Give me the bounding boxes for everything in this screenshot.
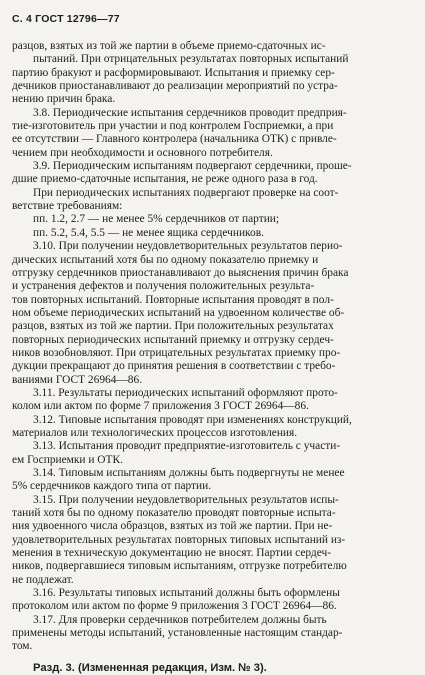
text-line: 3.10. При получении неудовлетворительных результатов перио- [33,240,343,253]
text-line: применены методы испытаний, установленные настоящим стандар- [12,627,343,640]
text-line: нению причин брака. [12,93,116,106]
text-line: ем Госприемки и ОТК. [12,453,123,466]
text-line: пытаний. При отрицательных результатах повторных испытаний [33,53,349,66]
text-line: При периодических испытаниях подвергают проверке на соот- [33,186,339,199]
page-header: С. 4 ГОСТ 12796—77 [12,13,120,25]
text-line: дшие приемо-сдаточные испытания, не реже одного раза в год. [12,173,318,186]
text-line: чением при необходимости и основного потребителя. [12,146,273,159]
document-body [12,40,407,675]
text-line: ников, подвергавшиеся типовым испытаниям, отгрузке потребителю [12,560,347,573]
text-line: тие-изготовитель при участии и под контролем Госприемки, а при [12,120,334,133]
text-line: дических испытаний хотя бы по одному показателю приемку и [12,253,319,266]
text-line: ветствие требованиям: [12,200,123,213]
text-line: разцов, взятых из той же партии. При положительных результатах [12,320,334,333]
text-line: колом или актом по форме 7 приложения 3 ГОСТ 26964—86. [12,400,309,413]
text-line: отгрузку сердечников приостанавливают до выяснения причин брака [12,266,349,279]
text-line: 3.15. При получении неудовлетворительных результатов испы- [33,493,339,506]
text-line: пп. 5.2, 5.4, 5.5 — не менее ящика сердечников. [33,226,264,239]
text-line: таний хотя бы по одному показателю проводят повторные испыта- [12,507,336,520]
text-line: материалов или технологических процессов изготовления. [12,426,298,439]
text-line: не подлежат. [12,573,74,586]
text-line: 3.12. Типовые испытания проводят при изменениях конструкций, [33,413,352,426]
text-line: ном объеме периодических испытаний на удвоенном количестве об- [12,306,345,319]
text-line: 3.14. Типовым испытаниям должны быть подвергнуты не менее [33,467,345,479]
text-line: ния удвоенного числа образцов, взятых из той же партии. При не- [12,520,333,533]
text-line: дукции прекращают до принятия решения в соответствии с требо- [12,360,336,373]
text-line: том. [12,640,33,653]
text-line: 3.11. Результаты периодических испытаний оформляют прото- [33,386,338,399]
text-line: 3.16. Результаты типовых испытаний должны быть оформлены [33,587,340,600]
text-line: партию бракуют и расформировывают. Испытания и приемку сер- [12,66,335,79]
text-line: разцов, взятых из той же партии в объеме приемо-сдаточных ис- [12,40,326,52]
text-line: ваниями ГОСТ 26964—86. [12,373,143,386]
text-line: 3.9. Периодическим испытаниям подвергают сердечники, проше- [33,160,352,173]
spacer [12,654,407,662]
text-line: ников возобновляют. При отрицательных результатах приемку про- [12,346,341,359]
text-line: удовлетворительных результатах повторных типовых испытаний из- [12,533,346,546]
text-line: 3.8. Периодические испытания сердечников проводит предприя- [33,106,347,119]
text-line: менения в техническую документацию не вносят. Партии сердеч- [12,547,332,560]
text-line: тов повторных испытаний. Повторные испытания проводят в пол- [12,293,334,306]
text-line: повторных периодических испытаний приемку и отгрузку сердеч- [12,333,334,346]
text-line: 3.17. Для проверки сердечников потребителем должны быть [33,613,327,626]
amendment-note: Разд. 3. (Измененная редакция, Изм. № 3). [33,661,267,674]
text-line: и устранения дефектов и получения положительных результа- [12,280,315,293]
text-line: пп. 1.2, 2.7 — не менее 5% сердечников от партии; [33,213,280,226]
text-line: протоколом или актом по форме 9 приложения 3 ГОСТ 26964—86. [12,600,337,613]
text-line: дечников приостанавливают до реализации мероприятий по устра- [12,80,338,93]
text-line: ее отсутствии — Главного контролера (начальника ОТК) с привле- [12,133,337,146]
text-line: 3.13. Испытания проводит предприятие-изготовитель с участи- [33,440,341,453]
text-line: 5% сердечников каждого типа от партии. [12,480,212,493]
